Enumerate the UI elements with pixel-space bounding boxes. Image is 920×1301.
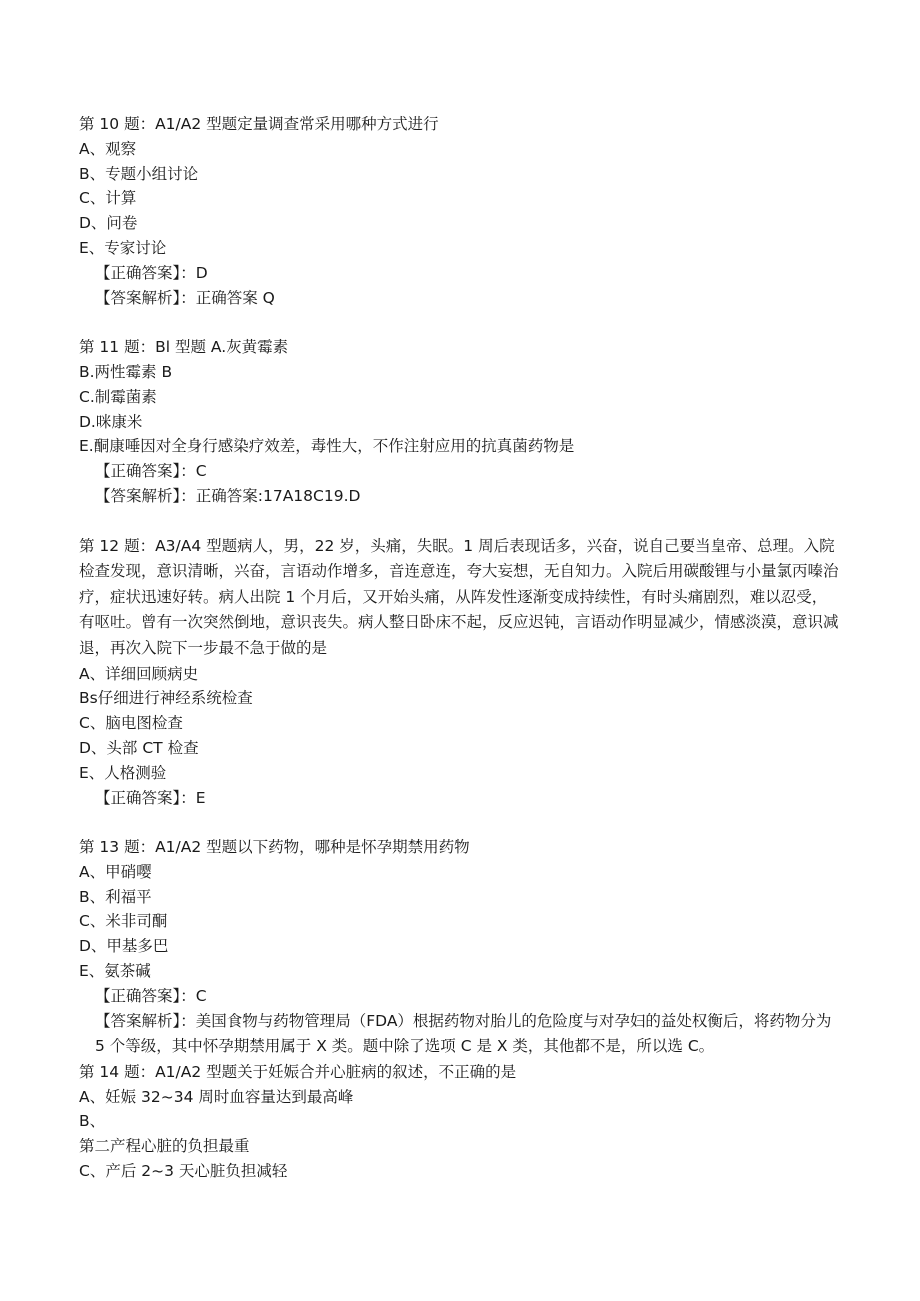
option-e: E、氨茶碱 — [79, 962, 151, 981]
spacer — [79, 509, 839, 534]
option-c: C、产后 2~3 天心脏负担减轻 — [79, 1162, 288, 1181]
option-d: D.咪康米 — [79, 412, 143, 431]
option-d: D、头部 CT 检查 — [79, 738, 199, 757]
answer-analysis: 【答案解析】：正确答案:17A18C19.D — [95, 486, 361, 505]
question-13 — [79, 835, 839, 1060]
option-b: B、利福平 — [79, 887, 152, 906]
option-b: B、专题小组讨论 — [79, 164, 199, 183]
option-b: Bs仔细进行神经系统检查 — [79, 689, 253, 708]
option-d: D、问卷 — [79, 214, 138, 233]
question-title: 第 10 题：A1/A2 型题定量调查常采用哪种方式进行 — [79, 115, 439, 133]
answer-analysis: 【答案解析】：正确答案 Q — [95, 288, 275, 307]
option-a: A、观察 — [79, 139, 137, 158]
question-11 — [79, 335, 839, 509]
question-title: 第 13 题：A1/A2 型题以下药物，哪种是怀孕期禁用药物 — [79, 838, 470, 857]
option-b-continuation: 第二产程心脏的负担最重 — [79, 1137, 250, 1156]
option-b: B、 — [79, 1112, 106, 1131]
option-a: A、甲硝嘤 — [79, 862, 152, 881]
option-c: C、计算 — [79, 189, 137, 208]
option-b: B.两性霉素 B — [79, 362, 173, 381]
option-e: E、人格测验 — [79, 763, 167, 782]
question-title: 第 14 题：A1/A2 型题关于妊娠合并心脏病的叙述，不正确的是 — [79, 1062, 517, 1081]
option-c: C.制霉菌素 — [79, 387, 157, 406]
correct-answer: 【正确答案】：E — [95, 788, 206, 807]
option-c: C、米非司酮 — [79, 912, 168, 931]
question-12 — [79, 534, 839, 811]
answer-analysis: 【答案解析】：美国食物与药物管理局（FDA）根据药物对胎儿的危险度与对孕妇的益处权衡后，将药物分为 5 个等级，其中怀孕期禁用属于 X 类。题中除了选项 C 是 X 类，其他都不是，所以选 C。 — [95, 1011, 832, 1056]
option-e: E.酮康唾因对全身行感染疗效差，毒性大，不作注射应用的抗真菌药物是 — [79, 437, 575, 456]
question-10 — [79, 112, 839, 310]
question-14 — [79, 1060, 839, 1184]
document-page — [79, 112, 839, 1184]
option-d: D、甲基多巴 — [79, 937, 169, 956]
spacer — [79, 810, 839, 835]
option-a: A、妊娠 32~34 周时血容量达到最高峰 — [79, 1087, 354, 1106]
question-title: 第 12 题：A3/A4 型题病人，男，22 岁，头痛，失眠。1 周后表现话多，兴奋，说自己要当皇帝、总理。入院检查发现，意识清晰，兴奋，言语动作增多，音连意连，夸大妄想，无自知力。入院后用碳酸锂与小量氯丙嗪治疗，症状迅速好转。病人出院 1 个月后，又开始头痛，从阵发性逐渐变成持续性，有时头痛剧烈，难以忍受，有呕吐。曾有一次突然倒地，意识丧失。病人整日卧床不起，反应迟钝，言语动作明显减少，情感淡漠，意识减退，再次入院下一步最不急于做的是 — [79, 536, 839, 657]
spacer — [79, 310, 839, 335]
question-title: 第 11 题：Bl 型题 A.灰黄霉素 — [79, 338, 289, 357]
option-e: E、专家讨论 — [79, 238, 167, 257]
option-c: C、脑电图检查 — [79, 714, 183, 733]
correct-answer: 【正确答案】：C — [95, 986, 207, 1005]
option-a: A、详细回顾病史 — [79, 664, 199, 683]
correct-answer: 【正确答案】：D — [95, 263, 208, 282]
correct-answer: 【正确答案】：C — [95, 462, 207, 481]
